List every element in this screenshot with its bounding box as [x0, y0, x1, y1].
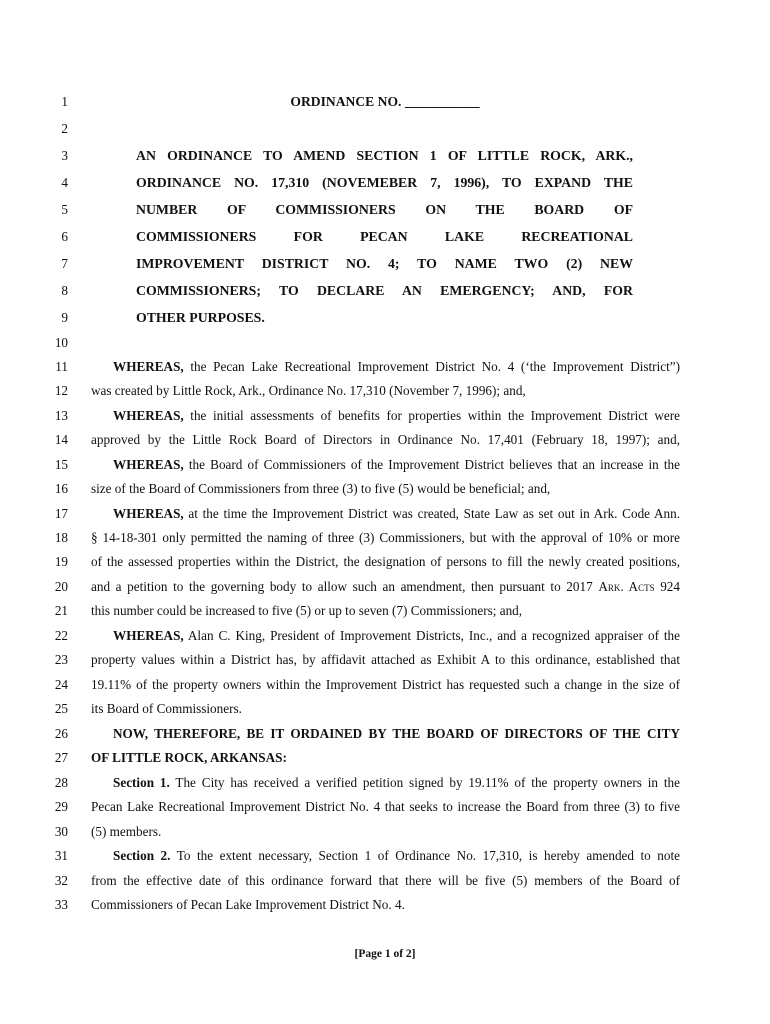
enacting-clause: OF LITTLE ROCK, ARKANSAS: — [91, 750, 287, 765]
whereas-label: WHEREAS, — [113, 408, 184, 423]
line-number: 18 — [54, 530, 68, 545]
ark-acts-citation: Ark. Acts — [598, 579, 655, 594]
whereas-paragraph-1: WHEREAS, the Pecan Lake Recreational Improvement District No. 4 (‘the Improvement District”) — [113, 359, 680, 374]
whereas-label: WHEREAS, — [113, 506, 184, 521]
line-number: 2 — [61, 121, 68, 136]
line-number: 23 — [54, 652, 68, 667]
body-line: this number could be increased to five (5) or up to seven (7) Commissioners; and, — [91, 603, 523, 618]
line-number: 31 — [54, 848, 68, 863]
body-line: (5) members. — [91, 824, 162, 839]
line-number: 9 — [61, 310, 68, 325]
line-number: 6 — [61, 229, 68, 244]
section-label: Section 1. — [113, 775, 170, 790]
line-number: 33 — [54, 897, 68, 912]
line-number: 25 — [54, 701, 68, 716]
body-line: was created by Little Rock, Ark., Ordinance No. 17,310 (November 7, 1996); and, — [91, 383, 526, 398]
line-number: 26 — [54, 726, 68, 741]
caption-line: IMPROVEMENT DISTRICT NO. 4; TO NAME TWO (2) NEW — [136, 256, 633, 271]
body-line: property values within a District has, by affidavit attached as Exhibit A to this ordinance, established that — [91, 652, 680, 667]
line-number: 13 — [54, 408, 68, 423]
line-number: 10 — [54, 335, 68, 350]
line-number: 22 — [54, 628, 68, 643]
whereas-paragraph-5: WHEREAS, Alan C. King, President of Improvement Districts, Inc., and a recognized appraiser of the — [113, 628, 680, 643]
body-line: its Board of Commissioners. — [91, 701, 242, 716]
line-number: 17 — [54, 506, 68, 521]
section-label: Section 2. — [113, 848, 171, 863]
line-number: 27 — [54, 750, 68, 765]
page-footer: [Page 1 of 2] — [354, 948, 416, 960]
line-number: 30 — [54, 824, 68, 839]
whereas-paragraph-3: WHEREAS, the Board of Commissioners of the Improvement District believes that an increase in the — [113, 457, 680, 472]
body-line: of the assessed properties within the District, the designation of persons to fill the newly created positions, — [91, 554, 680, 569]
caption-line: OTHER PURPOSES. — [136, 310, 265, 325]
enacting-clause: NOW, THEREFORE, BE IT ORDAINED BY THE BOARD OF DIRECTORS OF THE CITY — [113, 726, 680, 741]
line-number: 20 — [54, 579, 68, 594]
ordinance-title: ORDINANCE NO. ___________ — [290, 94, 480, 109]
line-number: 11 — [55, 359, 68, 374]
line-number: 32 — [54, 873, 68, 888]
body-line: Commissioners of Pecan Lake Improvement District No. 4. — [91, 897, 405, 912]
line-number: 15 — [54, 457, 68, 472]
line-number: 24 — [54, 677, 68, 692]
body-line: § 14-18-301 only permitted the naming of three (3) Commissioners, but with the approval of 10% or more — [91, 530, 680, 545]
caption-line: COMMISSIONERS; TO DECLARE AN EMERGENCY; AND, FOR — [136, 283, 633, 298]
line-number: 21 — [54, 603, 68, 618]
body-line: approved by the Little Rock Board of Directors in Ordinance No. 17,401 (February 18, 1997); and, — [91, 432, 680, 447]
body-line: 19.11% of the property owners within the Improvement District has requested such a change in the size of — [91, 677, 680, 692]
line-number: 3 — [61, 148, 68, 163]
line-number: 19 — [54, 554, 68, 569]
section-2: Section 2. To the extent necessary, Section 1 of Ordinance No. 17,310, is hereby amended to note — [113, 848, 680, 863]
caption-line: COMMISSIONERS FOR PECAN LAKE RECREATIONAL — [136, 229, 633, 244]
body-line: and a petition to the governing body to allow such an amendment, then pursuant to 2017 Ark. Acts 924 — [91, 579, 680, 594]
whereas-label: WHEREAS, — [113, 359, 184, 374]
line-number: 1 — [61, 94, 68, 109]
body-line: from the effective date of this ordinance forward that there will be five (5) members of the Board of — [91, 873, 680, 888]
line-number: 7 — [61, 256, 68, 271]
line-number: 4 — [61, 175, 68, 190]
line-number: 14 — [54, 432, 68, 447]
line-number: 28 — [54, 775, 68, 790]
line-number: 29 — [54, 799, 68, 814]
whereas-label: WHEREAS, — [113, 457, 184, 472]
line-number: 5 — [61, 202, 68, 217]
section-1: Section 1. The City has received a verified petition signed by 19.11% of the property owners in the — [113, 775, 680, 790]
body-line: Pecan Lake Recreational Improvement District No. 4 that seeks to increase the Board from three (3) to five — [91, 799, 680, 814]
body-line: size of the Board of Commissioners from three (3) to five (5) would be beneficial; and, — [91, 481, 551, 496]
caption-line: ORDINANCE NO. 17,310 (NOVEMEBER 7, 1996), TO EXPAND THE — [136, 175, 633, 190]
line-number: 16 — [54, 481, 68, 496]
caption-line: NUMBER OF COMMISSIONERS ON THE BOARD OF — [136, 202, 633, 217]
whereas-paragraph-4: WHEREAS, at the time the Improvement District was created, State Law as set out in Ark. Code Ann. — [113, 506, 680, 521]
line-number: 8 — [61, 283, 68, 298]
whereas-label: WHEREAS, — [113, 628, 184, 643]
caption-line: AN ORDINANCE TO AMEND SECTION 1 OF LITTLE ROCK, ARK., — [136, 148, 633, 163]
line-number: 12 — [54, 383, 68, 398]
whereas-paragraph-2: WHEREAS, the initial assessments of benefits for properties within the Improvement District were — [113, 408, 680, 423]
